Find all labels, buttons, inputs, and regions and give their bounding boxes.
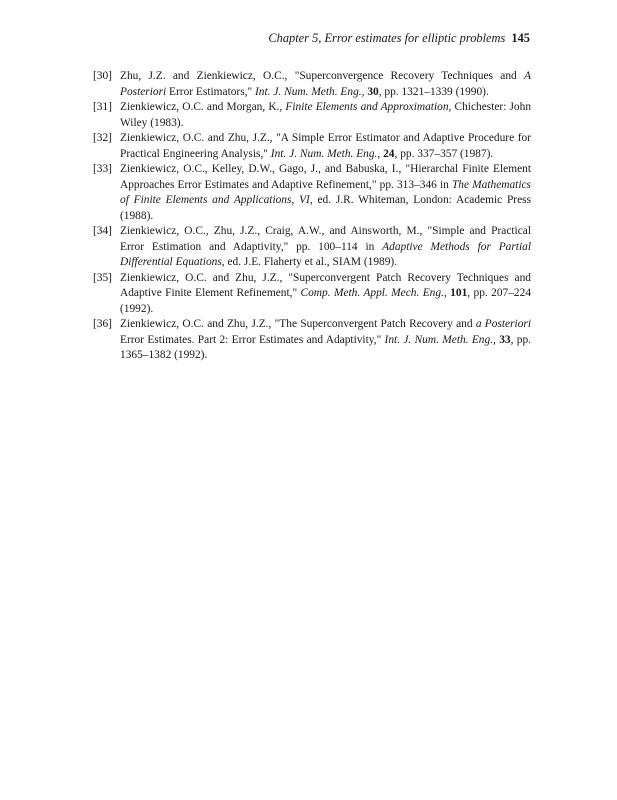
reference-text-segment: , ed. J.E. Flaherty et al., SIAM (1989). [221, 256, 398, 268]
reference-text-segment: , [377, 147, 384, 160]
reference-text-segment: , [361, 85, 368, 98]
reference-text-segment: A Posteriori [120, 70, 531, 98]
reference-text-segment: , pp. 207–224 (1992). [120, 287, 532, 315]
reference-text-segment: Int. J. Num. Meth. Eng. [384, 333, 494, 346]
reference-text-segment: Zienkiewicz, O.C. and Zhu, J.Z., "The Superconvergent Patch Recovery and [120, 318, 476, 330]
reference-text-segment: Error Estimators," [166, 85, 255, 98]
reference-entry [93, 271, 531, 318]
reference-entry [93, 100, 531, 131]
reference-number: [30] [93, 70, 112, 82]
reference-text-segment: Int. J. Num. Meth. Eng. [270, 147, 378, 160]
reference-text-segment: Error Estimates. Part 2: Error Estimates and Adaptivity," [120, 333, 385, 346]
reference-text-segment: Zienkiewicz, O.C. and Morgan, K., [120, 101, 286, 113]
chapter-title: Chapter 5, Error estimates for elliptic problems [268, 31, 506, 45]
reference-text-segment: a Posteriori [475, 318, 531, 330]
reference-text-segment: Zienkiewicz, O.C. and Zhu, J.Z., "A Simple Error Estimator and Adaptive Procedure for Practical Engineering Analysis," [120, 132, 531, 160]
reference-text-segment: Zhu, J.Z. and Zienkiewicz, O.C., "Superconvergence Recovery Techniques and [120, 70, 525, 82]
reference-entry [93, 317, 531, 364]
reference-number: [31] [93, 101, 112, 113]
reference-number: [34] [93, 225, 112, 237]
reference-text-segment: Zienkiewicz, O.C. and Zhu, J.Z., "Superconvergent Patch Recovery Techniques and Adaptive Finite Element Refinement," [120, 271, 531, 299]
reference-number: [32] [93, 132, 112, 144]
reference-text-segment: , pp. 1365–1382 (1992). [120, 333, 532, 361]
reference-text-segment: Zienkiewicz, O.C., Kelley, D.W., Gago, J., and Babuska, I., "Hierarchal Finite Element Approaches Error Estimates and Adaptive Refinement," pp. 313–346 in [120, 163, 531, 191]
reference-entry [93, 224, 531, 271]
reference-text-segment: , Chichester: John Wiley (1983). [120, 101, 532, 129]
reference-entry [93, 131, 531, 162]
reference-text-segment: , [493, 333, 500, 346]
reference-text-segment: 33 [499, 333, 511, 346]
reference-text-segment: 101 [450, 287, 468, 299]
reference-text-segment: Zienkiewicz, O.C., Zhu, J.Z., Craig, A.W., and Ainsworth, M., "Simple and Practical Error Estimation and Adaptivity," pp. 100–114 in [120, 225, 531, 253]
reference-text-segment: 30 [367, 85, 379, 98]
reference-text-segment: , pp. 1321–1339 (1990). [378, 85, 489, 98]
reference-text-segment: Finite Elements and Approximation [285, 101, 449, 113]
reference-text-segment: , pp. 337–357 (1987). [394, 147, 494, 160]
reference-entry [93, 69, 531, 100]
reference-list [93, 69, 531, 364]
reference-text-segment: Comp. Meth. Appl. Mech. Eng. [300, 287, 444, 299]
reference-number: [33] [93, 163, 112, 175]
page-number: 145 [511, 31, 530, 45]
reference-number: [35] [93, 271, 112, 284]
reference-text-segment: , ed. J.R. Whiteman, London: Academic Press (1988). [120, 194, 532, 222]
reference-text-segment: , [443, 287, 451, 299]
reference-entry [93, 162, 531, 224]
reference-text-segment: Adaptive Methods for Partial Differential Equations [120, 240, 531, 268]
reference-number: [36] [93, 318, 112, 330]
running-head [268, 30, 530, 46]
reference-text-segment: 24 [383, 147, 395, 160]
reference-text-segment: Int. J. Num. Meth. Eng. [255, 85, 362, 98]
reference-text-segment: The Mathematics of Finite Elements and Applications, VI [120, 178, 531, 206]
